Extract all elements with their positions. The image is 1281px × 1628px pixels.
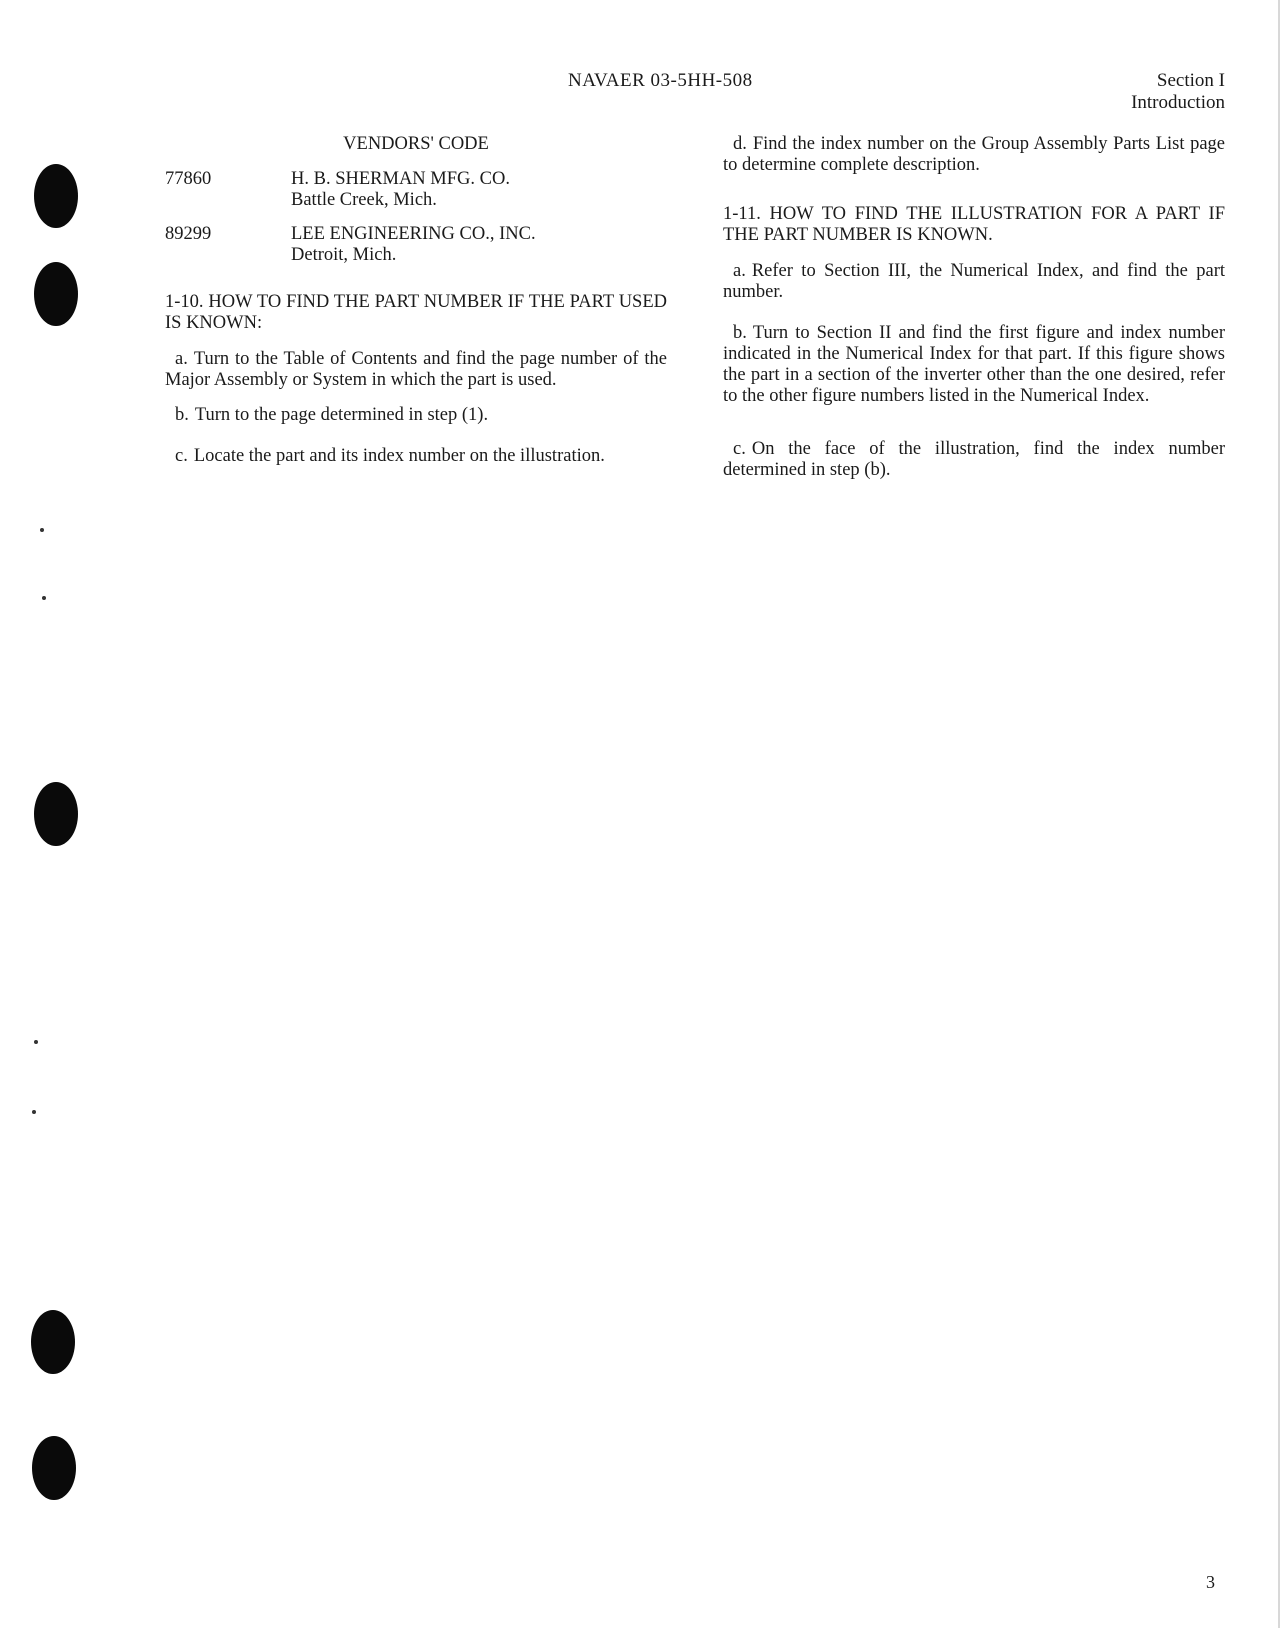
step-text: Locate the part and its index number on the illustration. — [193, 446, 605, 466]
page-number: 3 — [1206, 1572, 1215, 1592]
step-text: Turn to Section II and find the first figure and index number indicated in the Numerical Index for that part. If this figure shows the part in a section of the inverter other than the one desired, refer to the other figure numbers listed in the Numerical Index. — [723, 323, 1225, 406]
vendor-code: 89299 — [165, 224, 212, 244]
vendors-code-title: VENDORS' CODE — [343, 134, 489, 154]
punch-hole — [34, 262, 78, 326]
step-text: Turn to the Table of Contents and find the page number of the Major Assembly or System in which the part is used. — [165, 349, 667, 390]
step-label: a. — [733, 261, 746, 281]
section-1-11-heading: 1-11. HOW TO FIND THE ILLUSTRATION FOR A PART IF THE PART NUMBER IS KNOWN. — [723, 204, 1225, 245]
section-header — [1131, 70, 1225, 114]
punch-hole — [32, 1436, 76, 1500]
step-label: c. — [733, 439, 746, 459]
step-item — [723, 134, 1225, 176]
vendor-name: H. B. SHERMAN MFG. CO. — [291, 169, 510, 189]
vendor-location: Battle Creek, Mich. — [291, 190, 437, 210]
vendor-entry — [165, 224, 667, 266]
right-column — [723, 134, 1225, 495]
step-item — [723, 261, 1225, 303]
margin-speck — [42, 596, 46, 600]
margin-speck — [34, 1040, 38, 1044]
step-item — [165, 446, 667, 467]
section-label: Section I — [1156, 70, 1225, 91]
section-title: Introduction — [1131, 92, 1225, 113]
section-1-10-heading: 1-10. HOW TO FIND THE PART NUMBER IF THE PART USED IS KNOWN: — [165, 292, 667, 333]
vendor-location: Detroit, Mich. — [291, 245, 397, 265]
step-label: c. — [175, 446, 188, 466]
step-label: a. — [175, 349, 188, 369]
step-label: b. — [733, 323, 747, 343]
step-label: b. — [175, 405, 189, 425]
vendor-details — [291, 224, 536, 266]
vendor-entry — [165, 169, 667, 211]
vendor-details — [291, 169, 510, 211]
step-text: Turn to the page determined in step (1). — [194, 405, 489, 425]
vendor-code: 77860 — [165, 169, 212, 189]
step-item — [723, 439, 1225, 481]
vendor-name: LEE ENGINEERING CO., INC. — [291, 224, 536, 244]
punch-hole — [31, 1310, 75, 1374]
step-text: Find the index number on the Group Assembly Parts List page to determine complete description. — [723, 134, 1225, 175]
punch-hole — [34, 164, 78, 228]
left-column — [165, 134, 667, 481]
punch-hole — [34, 782, 78, 846]
step-item — [723, 323, 1225, 407]
margin-speck — [40, 528, 44, 532]
step-text: Refer to Section III, the Numerical Index, and find the part number. — [723, 261, 1225, 302]
step-text: On the face of the illustration, find the index number determined in step (b). — [723, 439, 1225, 480]
step-item — [165, 349, 667, 391]
page-edge — [1278, 0, 1280, 1628]
step-item — [165, 405, 667, 426]
margin-speck — [32, 1110, 36, 1114]
step-label: d. — [733, 134, 747, 154]
document-number: NAVAER 03-5HH-508 — [568, 70, 753, 91]
